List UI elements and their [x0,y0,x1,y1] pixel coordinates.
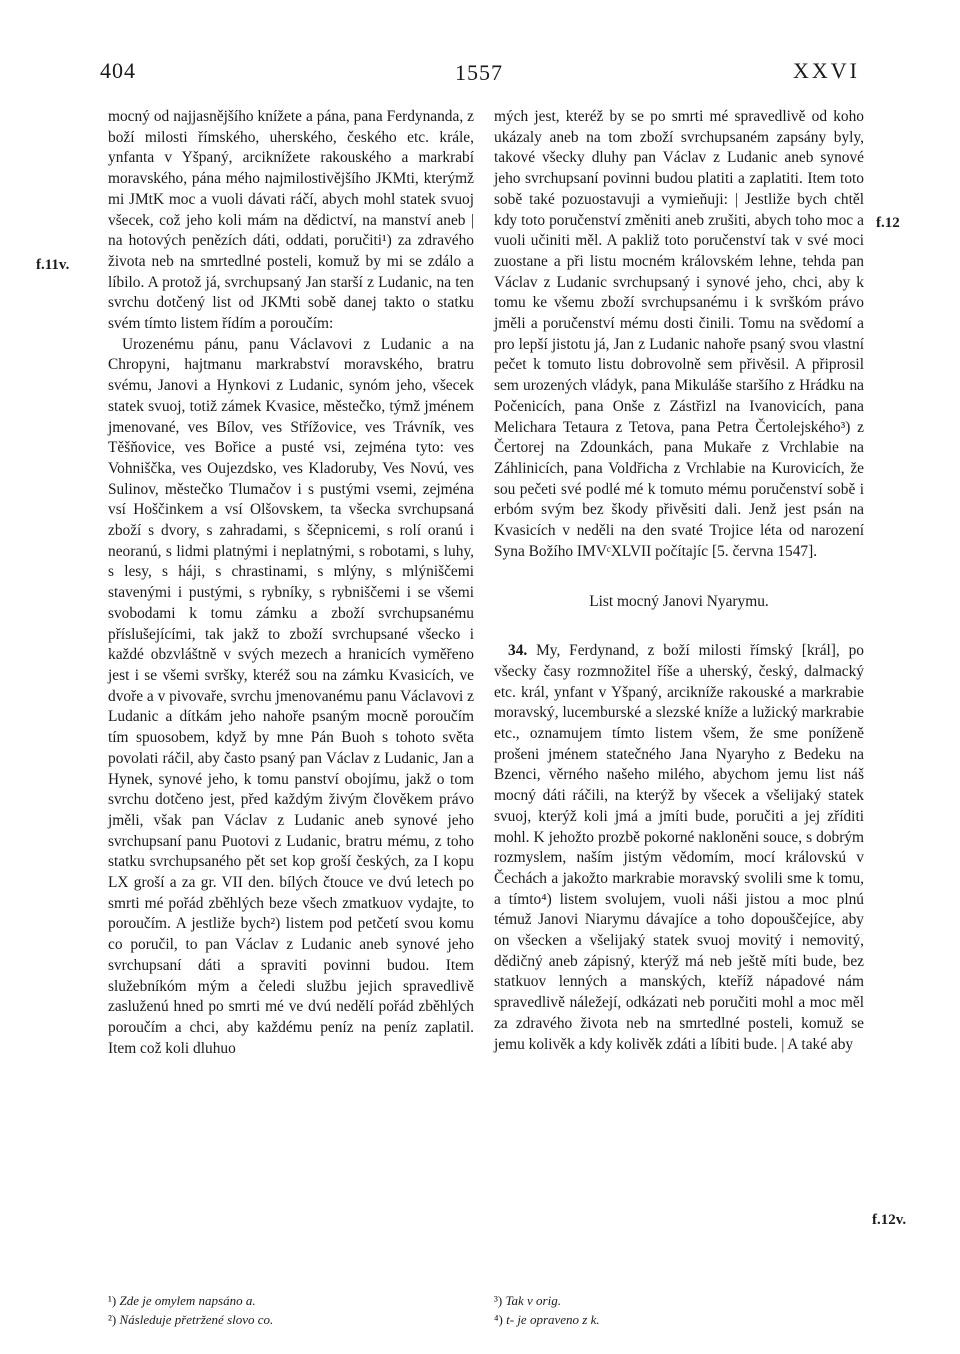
page-header [0,58,960,94]
paragraph-body: My, Ferdynand, z boží milosti římský [král], po všecky časy rozmnožitel říše a uherský, český, dalmacký etc. král, ynfant v Yšpaný, arciknížе rakouské a markrabie moravský, lucemburské a slezské kníže a lužický markrabie etc., oznamujem tímto listem všem, že sme poníženě prošeni jménem statečného Jana Nyaryho z Bedeku na Bzenci, věrného našeho milého, abychom jemu list náš mocný dáti ráčili, na kterýž by všecek a všelijaký statek svuoj, kterýž koli jmá a jmíti bude, poručiti a jej zříditi mohl. K jehožto prozbě pokorné nakloněni souce, s dobrým rozmyslem, naším jistým vědomím, mocí královskú v Čechách a jakožto markrabie moravský svolili sme k tomu, a tímto⁴) listem svolujem, vuoli náši jistou a moc plnú témuž Janovi Niarymu dávajíce a toho dopouščejíce, aby on všecken a všelijaký statek svuoj movitý i nemovitý, dědičný aneb zápisný, kterýž má neb ještě míti bude, bez statkuov lenných a manských, kteříž nápadové nám spravedlivě náležejí, odkázati neb poručiti mohl a moc měl za zdravého života neb na smrtedlné posteli, komuž se jemu kolivěk a kdy kolivěk zdáti a líbiti bude. | A také aby [494,642,864,1053]
footnotes-left [108,1291,438,1329]
left-text-column [108,107,474,1059]
footnotes-right [494,1291,824,1329]
text-paragraph: mocný od najjasnějšího knížete a pána, pana Ferdynanda, z boží milosti římského, uherského, českého etc. krále, ynfanta v Yšpaný, arciknížete rakouského a markrabí moravského, pána mého najmilostivějšího JKMti, kterýmž mi JMtK moc a vuoli dávati ráčí, abych mohl statek svuoj všecek, což jeho koli mám na dědictví, na manství aneb | na hotových penězích dáti, oddati, poručiti¹) za zdravého života neb na smrtedlné posteli, komuž by mi se zdálo a líbilo. A protož já, svrchupsaný Jan starší z Ludanic, na ten svrchu dotčený list od JKMti sobě danej takto o statku svém tímto listem řídím a poroučím: [108,108,474,333]
margin-folio-note: f.12v. [872,1212,907,1228]
running-year: 1557 [455,60,503,85]
text-paragraph [494,641,864,1055]
document-title: List mocný Janovi Nyarymu. [589,593,769,611]
margin-folio-note: f.11v. [36,257,70,273]
margin-folio-note: f.12 [876,215,900,231]
right-text-column [494,107,864,1055]
text-paragraph: mých jest, kteréž by se po smrti mé spravedlivě od koho ukázaly aneb na tom zboží svrchupsaném zapsány byly, takové všecky dluhy pan Václav z Ludanic aneb synové jeho svrchupsaní povinni budou platiti a zaplatiti. Item toto sobě také pozuostavuji a vymieňuji: | Jestliže bych chtěl kdy toto poručenství změniti aneb zrušiti, abych toho moc a vuoli učiniti měl. A pakliž toto poručenství tak v své moci zuostane a při listu mocném královském lehne, tehda pan Václav z Ludanic svrchupsaný i synové jeho, chci, aby k tomu ke všemu zboží svrchupsanému i k svrškóm právo jměli a poručenství mému dosti činili. Tomu na svědomí a pro lepší jistotu já, Jan z Ludanic nahoře psaný svou vlastní pečet k tomuto listu dobrovolně sem přivěsil. A připrosil sem urozených vládyk, pana Mikuláše staršího z Hrádku na Počenicích, pana Onše z Zástřizl na Ivanovicích, pana Melichara Tetaura z Tetova, pana Petra Čertolejského³) z Čertorej na Zdounkách, pana Mukaře z Vrchlabie na Záhlinicích, pana Voldřicha z Vrchlabie na Kurovicích, že sou pečeti své podlé mé k tomuto mému poručenství sobě i erbóm svým bez škody přivěsiti dali. Jenž jest psán na Kvasicích v neděli na den svaté Trojice léta od narození Syna Božího IMVᶜXLVII počítajíc [5. června 1547]. [494,108,864,560]
document-number: 34. [508,642,528,660]
text-paragraph: Urozenému pánu, panu Václavovi z Ludanic a na Chropyni, hajtmanu markrabství moravského, bratru svému, Janovi a Hynkovi z Ludanic, synóm jeho, všecek statek svuoj, totiž zámek Kvasice, městečko, týmž jménem jmenované, ves Bílov, ves Střížovice, ves Trávník, ves Těšňovice, ves Bořice a pusté vsi, zejména tyto: ves Vohniščka, ves Oujezdsko, ves Kladoruby, Ves Novú, ves Sulinov, městečko Tlumačov i s pustými vsemi, zejména vsí Hoščinkem a vsí Olšovskem, ta všecka svrchupsaná zboží s dvory, s zahradami, s ščepnicemi, s rolí oranú i neoranú, s lidmi platnými i neplatnými, s robotami, s luhy, s lesy, s háji, s chrastinami, s mlýny, s mlýniščemi stavenými i pustými, s rybníky, s rybniščemi i se všemi svobodami k tomu zámku a zboží svrchupsanému příslušejícími, tak jakž to zboží svrchupsané všecko i každé obzvláštně v svých mezech a hranicích vyměřeno jest i se všemi svršky, kteréž sou na zámku Kvasicích, ve dvoře a v pivovaře, svrchu jmenovanému panu Václavovi z Ludanic a dítkám jeho nahoře psaným mocně poroučím tím spuosobem, když by mne Pán Buoh s tohoto světa povolati ráčil, aby často psaný pan Václav z Ludanic, Jan a Hynek, synové jeho, k tomu panství obojímu, jakž o tom svrchu dotčeno jest, před každým živým člověkem právo jměli, však pan Václav z Ludanic aneb synové jeho svrchupsaní panu Puotovi z Ludanic, bratru mému, z toho statku svrchupsaného pět set kop groší českých, za I kopu LX groší a za gr. VII den. bílých čtouce ve dvú letech po smrti mé pořád zběhlých beze všech zmatkuov vydajte, to poroučím. A jestliže bych²) listem pod petčetí svou komu co poručil, to pan Václav z Ludanic aneb synové jeho svrchupsaní dáti a spraviti povinni budou. Item služebníkóm mým a čeledi službu jejich spravedlivě zasluženú hned po smrti mé ve dvú nedělí pořád zběhlých poroučím a chci, aby každému peníz na peníz zaplatil. Item což koli dluhuo [108,335,474,1057]
page-number: 404 [100,58,136,83]
footnote: ¹) Zde je omylem napsáno a. [108,1293,256,1308]
section-number: XXVI [793,58,860,83]
footnote: ²) Následuje přetržené slovo co. [108,1312,274,1327]
footnote: ³) Tak v orig. [494,1293,561,1308]
footnote: ⁴) t- je opraveno z k. [494,1312,600,1327]
